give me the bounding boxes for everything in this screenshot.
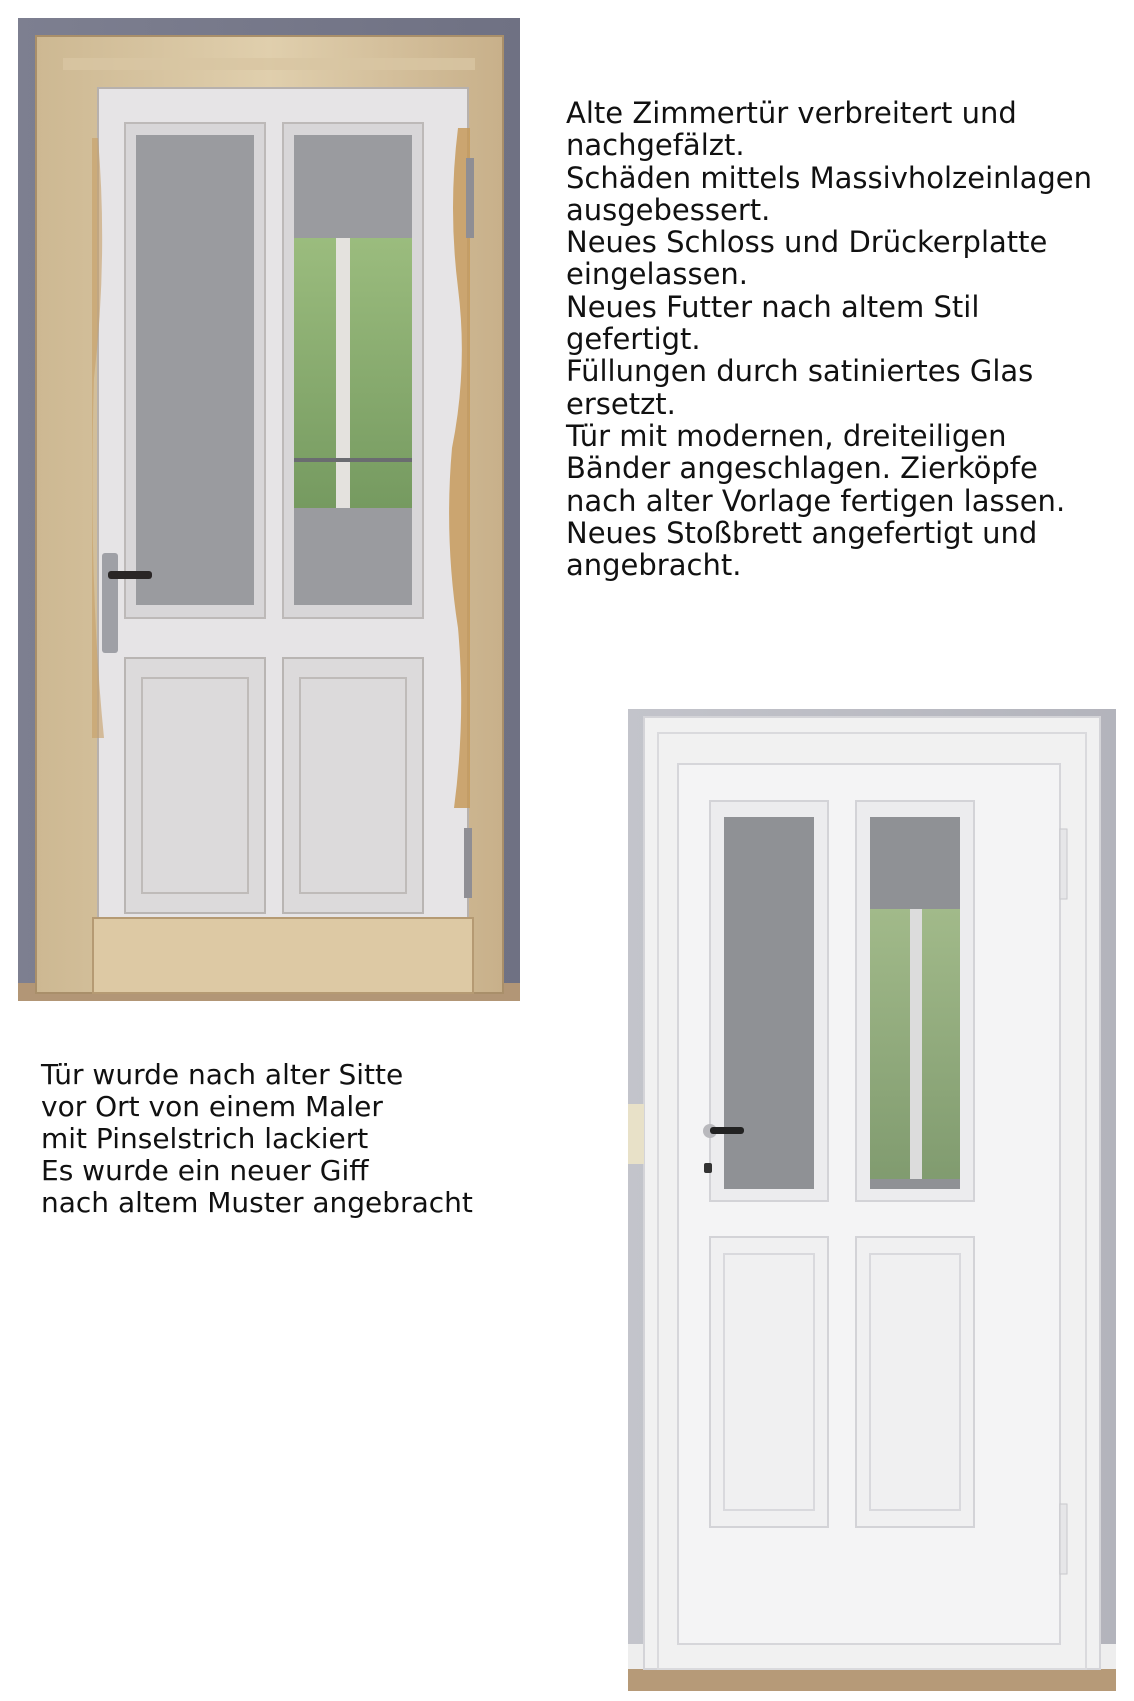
description-line: vor Ort von einem Maler (41, 1090, 383, 1123)
description-line: gefertigt. (566, 322, 701, 357)
description-line: ausgebessert. (566, 192, 771, 227)
description-line: Neues Stoßbrett angefertigt und (566, 515, 1038, 550)
description-line: nachgefälzt. (566, 128, 745, 163)
description-line: Tür wurde nach alter Sitte (41, 1058, 404, 1091)
description-line: Bänder angeschlagen. Zierköpfe (566, 451, 1038, 486)
description-line: ersetzt. (566, 386, 676, 421)
door-before-image (18, 18, 520, 1001)
description-before (566, 97, 1126, 581)
description-line: eingelassen. (566, 257, 749, 292)
description-line: angebracht. (566, 548, 742, 583)
description-line: Neues Futter nach altem Stil (566, 289, 980, 324)
description-line: nach altem Muster angebracht (41, 1186, 473, 1219)
description-line: nach alter Vorlage fertigen lassen. (566, 483, 1066, 518)
description-line: mit Pinselstrich lackiert (41, 1122, 369, 1155)
description-line: Alte Zimmertür verbreitert und (566, 96, 1017, 130)
description-line: Tür mit modernen, dreiteiligen (566, 418, 1007, 453)
description-line: Schäden mittels Massivholzeinlagen (566, 160, 1092, 195)
description-line: Neues Schloss und Drückerplatte (566, 225, 1048, 260)
description-line: Füllungen durch satiniertes Glas (566, 354, 1034, 389)
description-after (41, 1059, 581, 1219)
photo-door-after (628, 709, 1116, 1691)
photo-door-before (18, 18, 520, 1001)
description-line: Es wurde ein neuer Giff (41, 1154, 369, 1187)
door-after-image (628, 709, 1116, 1691)
